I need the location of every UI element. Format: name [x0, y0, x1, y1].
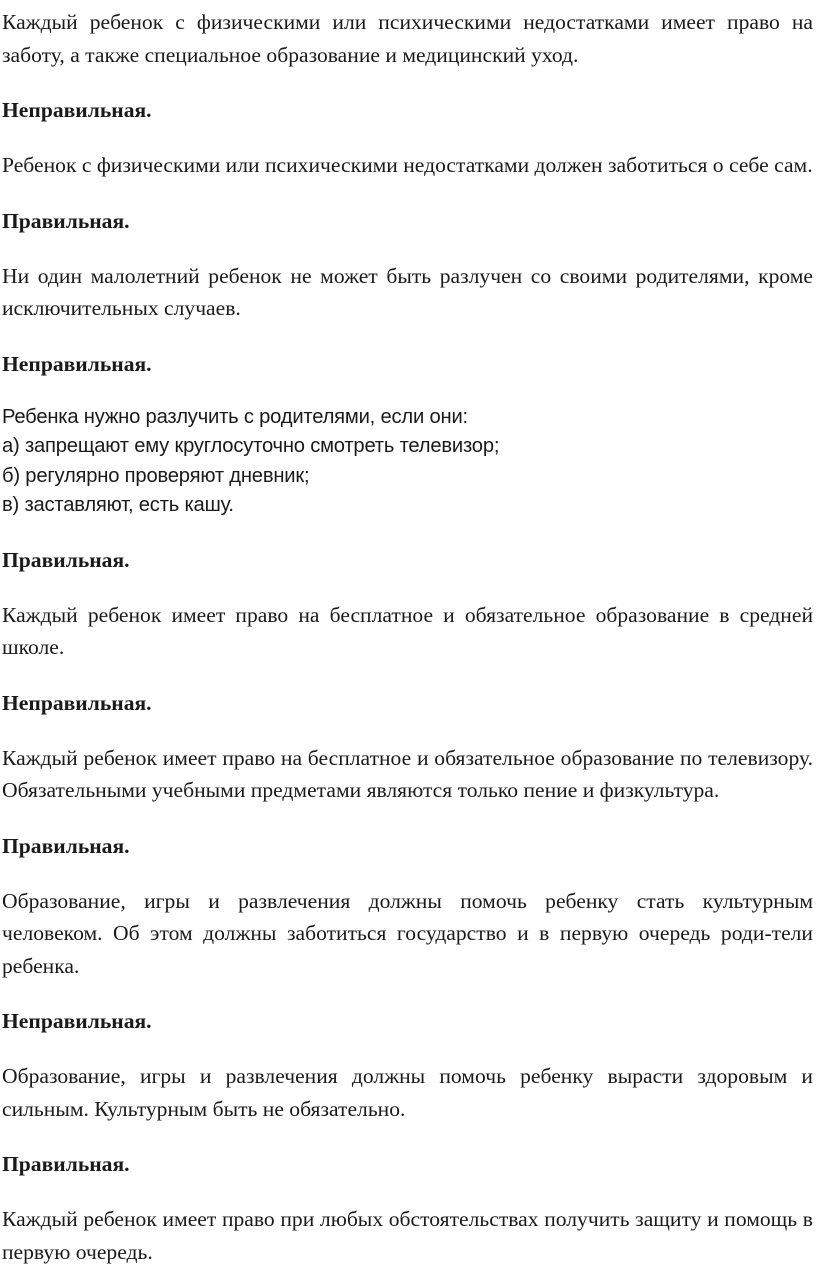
list-item: б) регулярно проверяют дневник; — [2, 464, 310, 487]
answer-label: Неправильная. — [2, 98, 152, 122]
document-page — [2, 6, 813, 1268]
statement-paragraph: Каждый ребенок имеет право на бесплатное и обязательное образование по телевизору. Обязательными учебными предметами являются только пение и физкультура. — [2, 745, 813, 802]
statement-paragraph: Образование, игры и развлечения должны помочь ребенку вырасти здоровым и сильным. Культурным быть не обязательно. — [2, 1064, 813, 1121]
statement-paragraph: Ни один малолетний ребенок не может быть разлучен со своими родителями, кроме исключительных случаев. — [2, 263, 813, 320]
list-item: а) запрещают ему круглосуточно смотреть телевизор; — [2, 435, 500, 457]
statement-list — [2, 403, 813, 521]
statement-paragraph: Каждый ребенок с физическими или психическими недостатками имеет право на заботу, а также специальное образование и медицинский уход. — [2, 10, 813, 67]
statement-paragraph: Ребенок с физическими или психическими недостатками должен заботиться о себе сам. — [2, 153, 813, 177]
statement-paragraph: Каждый ребенок имеет право при любых обстоятельствах получить защиту и помощь в первую очередь. — [2, 1207, 813, 1264]
answer-label: Неправильная. — [2, 351, 152, 376]
statement-paragraph: Образование, игры и развлечения должны помочь ребенку стать культурным человеком. Об этом должны заботиться государство и в первую очередь роди-тели ребенка. — [2, 888, 813, 978]
list-item: в) заставляют, есть кашу. — [2, 494, 234, 516]
statement-paragraph: Каждый ребенок имеет право на бесплатное и обязательное образование в средней школе. — [2, 602, 813, 659]
answer-label: Правильная. — [2, 547, 130, 572]
answer-label: Правильная. — [2, 208, 130, 233]
list-intro-line: Ребенка нужно разлучить с родителями, если они: — [2, 405, 468, 428]
answer-label: Неправильная. — [2, 1009, 152, 1033]
answer-label: Правильная. — [2, 1152, 130, 1176]
answer-label: Правильная. — [2, 833, 130, 858]
answer-label: Неправильная. — [2, 690, 152, 715]
